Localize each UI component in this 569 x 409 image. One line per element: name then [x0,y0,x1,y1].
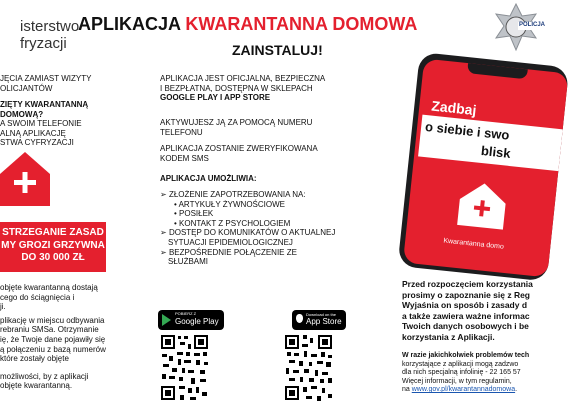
help-line: dla nich specjalną infolinię - 22 165 57 [402,369,521,377]
google-play-badge[interactable] [158,310,224,330]
feature-item3-line1: BEZPOŚREDNIE POŁĄCZENIE ZE [168,247,297,257]
phone-slogan-line3: blisk [480,142,512,161]
help-info [402,352,529,395]
left-p2-line1: ZIĘTY KWARANTANNĄ [0,100,89,109]
verify-line2: KODEM SMS [160,153,209,163]
feature-item1-label: ZŁOŻENIE ZAPOTRZEBOWANIA NA: [168,190,306,199]
apple-big-text: App Store [306,317,342,326]
activate-line1: AKTYWUJESZ JĄ ZA POMOCĄ NUMERU [160,118,313,127]
left-body-line: rebraniu SMSa. Otrzymanie [0,325,99,335]
ministry-line1: isterstwo [20,18,80,35]
left-p3-line1: A SWOIM TELEFONIE [0,119,82,128]
verify-line1: APLIKACJA ZOSTANIE ZWERYFIKOWANA [160,144,318,153]
title-part1: APLIKACJA [78,14,186,34]
left-body-text [0,283,106,391]
help-line: W razie jakichkolwiek problemów tech [402,352,530,359]
left-p1 [0,74,91,93]
warning-line1: STRZEGANIE ZASAD [2,227,104,238]
left-p3-line3: STWA CYFRYZACJI [0,138,74,148]
ministry-logo-text [0,18,79,52]
left-body-line: ji. [0,302,6,312]
left-p2 [0,100,88,119]
phone-mockup [397,52,569,286]
feature-subitem: • ARTYKUŁY ŻYWNOŚCIOWE [174,199,285,209]
left-p1-line1: JĘCIA ZAMIAST WIZYTY [0,74,92,83]
intro-line2: I BEZPŁATNA, DOSTĘPNA W SKLEPACH [160,83,313,93]
warning-line2: MY GROZI GRZYWNA [1,239,105,251]
left-body-line: cego do ściągnięcia i [0,292,75,302]
phone-app-name: Kwarantanna domo [443,237,505,251]
apple-small-text: Download on the [306,312,337,317]
subitem-food: ARTYKUŁY ŻYWNOŚCIOWE [178,199,285,209]
kwarantanna-website-link[interactable]: www.gov.pl/kwarantannadomowa [411,386,516,394]
feature-item2-line1: DOSTĘP DO KOMUNIKATÓW O AKTUALNEJ [168,228,336,238]
left-body-line: ię, że Twoje dane pojawiły się [0,334,106,344]
phone-house-icon [457,181,507,230]
police-badge-icon [490,0,546,58]
verify-text [160,144,318,163]
left-p3-line2: ALNĄ APLIKACJĘ [0,128,66,138]
info-line: a także zawiera ważne informac [402,310,530,321]
info-line: korzystania z Aplikacji. [402,331,495,342]
enables-heading: APLIKACJA UMOŻLIWIA: [160,174,257,183]
app-store-badge[interactable] [292,310,346,330]
features-list [160,190,335,267]
left-p1-line2: OLICJANTÓW [0,83,53,93]
help-line-link-row: na www.gov.pl/kwarantannadomowa. [402,386,518,394]
feature-item-cont: SŁUŻBAMI [168,257,209,267]
title-part2: KWARANTANNA DOMOWA [185,14,418,34]
left-p2-line2: DOMOWĄ? [0,109,44,119]
feature-item: ➢ DOSTĘP DO KOMUNIKATÓW O AKTUALNEJ [160,228,336,238]
left-body-line: które zostały objęte [0,354,69,364]
feature-item: ➢ BEZPOŚREDNIE POŁĄCZENIE ZE [160,247,297,257]
page-title [78,14,417,35]
left-body-line: ą połączeniu z bazą numerów [0,344,106,354]
stores-line: GOOGLE PLAY I APP STORE [160,93,271,103]
info-line: Twoich danych osobowych i be [402,321,529,331]
feature-subitem: • KONTAKT Z PSYCHOLOGIEM [174,218,291,228]
subitem-psychologist: KONTAKT Z PSYCHOLOGIEM [179,218,291,228]
house-medical-icon [0,152,70,206]
warning-line3: DO 30 000 ZŁ [21,252,85,263]
info-line: Przed rozpoczęciem korzystania [402,279,533,289]
info-line: prosimy o zapoznanie się z Reg [402,289,531,300]
phone-slogan-line2: o siebie i swo [424,118,511,143]
activate-line2: TELEFONU [160,127,203,137]
fine-warning-banner [0,222,106,272]
regulations-info [402,279,533,342]
google-play-qr-code[interactable] [160,332,210,404]
left-body-line: objęte kwarantanną. [0,381,73,391]
google-play-icon [162,314,171,326]
left-body-line: plikację w miejscu odbywania [0,315,105,325]
google-big-text: Google Play [175,317,219,326]
subitem-meal: POSIŁEK [179,209,214,219]
info-line: Wyjaśnia on sposób i zasady d [402,300,528,310]
help-line: Więcej informacji, w tym regulamin, [402,377,512,385]
phone-slogan-line1: Zadbaj [430,97,478,119]
feature-item-cont: SYTUACJI EPIDEMIOLOGICZNEJ [168,237,293,247]
ministry-line2: fryzacji [20,35,67,52]
middle-intro [160,74,325,103]
left-body-line: możliwości, by z aplikacji [0,371,89,381]
phone-screen [403,58,569,277]
intro-line1: APLIKACJA JEST OFICJALNA, BEZPIECZNA [160,74,326,83]
google-small-text: POBIERZ Z [175,311,197,316]
help-line: korzystające z aplikacji mogą zadzwo [402,360,519,368]
app-store-qr-code[interactable] [284,332,334,404]
left-p3 [0,119,82,148]
install-heading: ZAINSTALUJ! [232,42,323,58]
left-body-line: objęte kwarantanną dostają [0,283,98,292]
feature-item: ➢ ZŁOŻENIE ZAPOTRZEBOWANIA NA: [160,190,306,199]
feature-subitem: • POSIŁEK [174,209,214,219]
police-label: POLICJA [519,22,546,28]
apple-icon [296,314,303,323]
activate-text [160,118,312,137]
